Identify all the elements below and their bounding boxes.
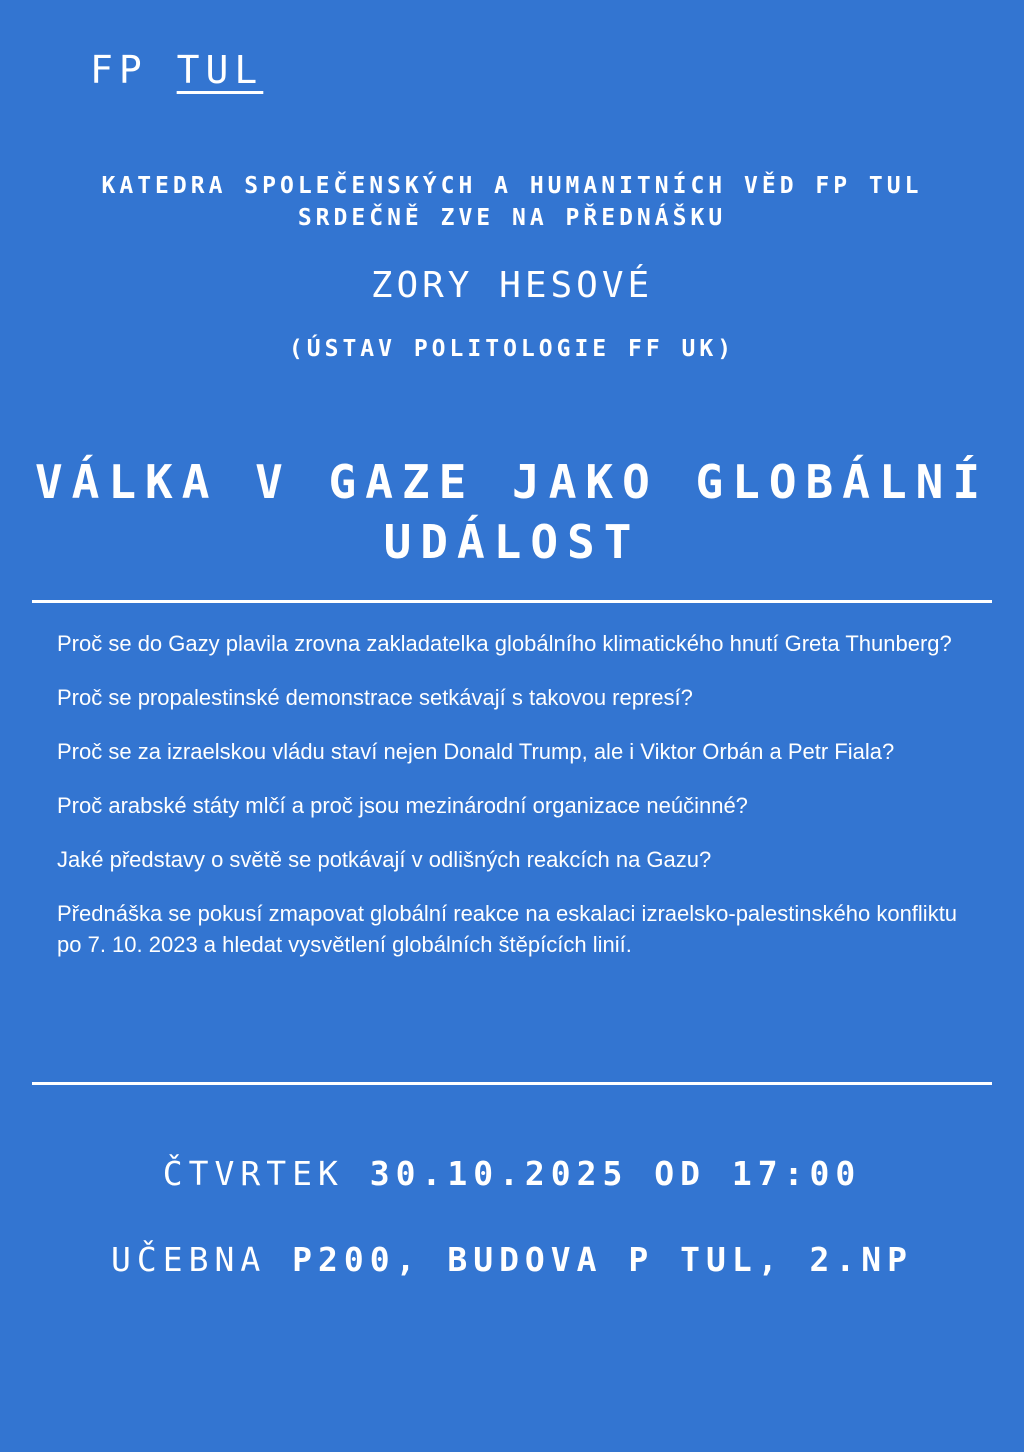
organizer-line-1: KATEDRA SPOLEČENSKÝCH A HUMANITNÍCH VĚD FP TUL [101, 173, 923, 199]
lecture-description [57, 628, 987, 983]
top-divider [32, 600, 992, 603]
fp-tul-logo [90, 48, 263, 92]
question-5: Jaké představy o světě se potkávají v odlišných reakcích na Gazu? [57, 847, 712, 872]
lecture-title [0, 452, 1024, 572]
speaker-name: ZORY HESOVÉ [370, 265, 654, 306]
event-date-time: 30.10.2025 OD 17:00 [369, 1154, 862, 1193]
lecture-title-line-2: UDÁLOST [383, 515, 641, 569]
question-1: Proč se do Gazy plavila zrovna zakladatelka globálního klimatického hnutí Greta Thunberg? [57, 631, 952, 656]
bottom-divider [32, 1082, 992, 1085]
logo-prefix: FP [90, 48, 148, 92]
question-2: Proč se propalestinské demonstrace setkávají s takovou represí? [57, 685, 693, 710]
event-room-details: P200, BUDOVA P TUL, 2.NP [292, 1240, 913, 1279]
event-day: ČTVRTEK [162, 1154, 344, 1193]
event-location [0, 1238, 1024, 1282]
question-4: Proč arabské státy mlčí a proč jsou mezinárodní organizace neúčinné? [57, 793, 748, 818]
speaker-affiliation: (ÚSTAV POLITOLOGIE FF UK) [288, 336, 736, 362]
organizer-block [0, 170, 1024, 234]
event-room-label: UČEBNA [111, 1240, 267, 1279]
summary-paragraph: Přednáška se pokusí zmapovat globální reakce na eskalaci izraelsko-palestinského konfliktu po 7. 10. 2023 a hledat vysvětlení globálních štěpících linií. [57, 901, 958, 957]
organizer-line-2: SRDEČNĚ ZVE NA PŘEDNÁŠKU [297, 205, 727, 231]
lecture-title-line-1: VÁLKA V GAZE JAKO GLOBÁLNÍ [34, 455, 990, 509]
event-date [0, 1152, 1024, 1196]
logo-brand: TUL [176, 48, 264, 92]
question-3: Proč se za izraelskou vládu staví nejen Donald Trump, ale i Viktor Orbán a Petr Fiala? [57, 739, 895, 764]
